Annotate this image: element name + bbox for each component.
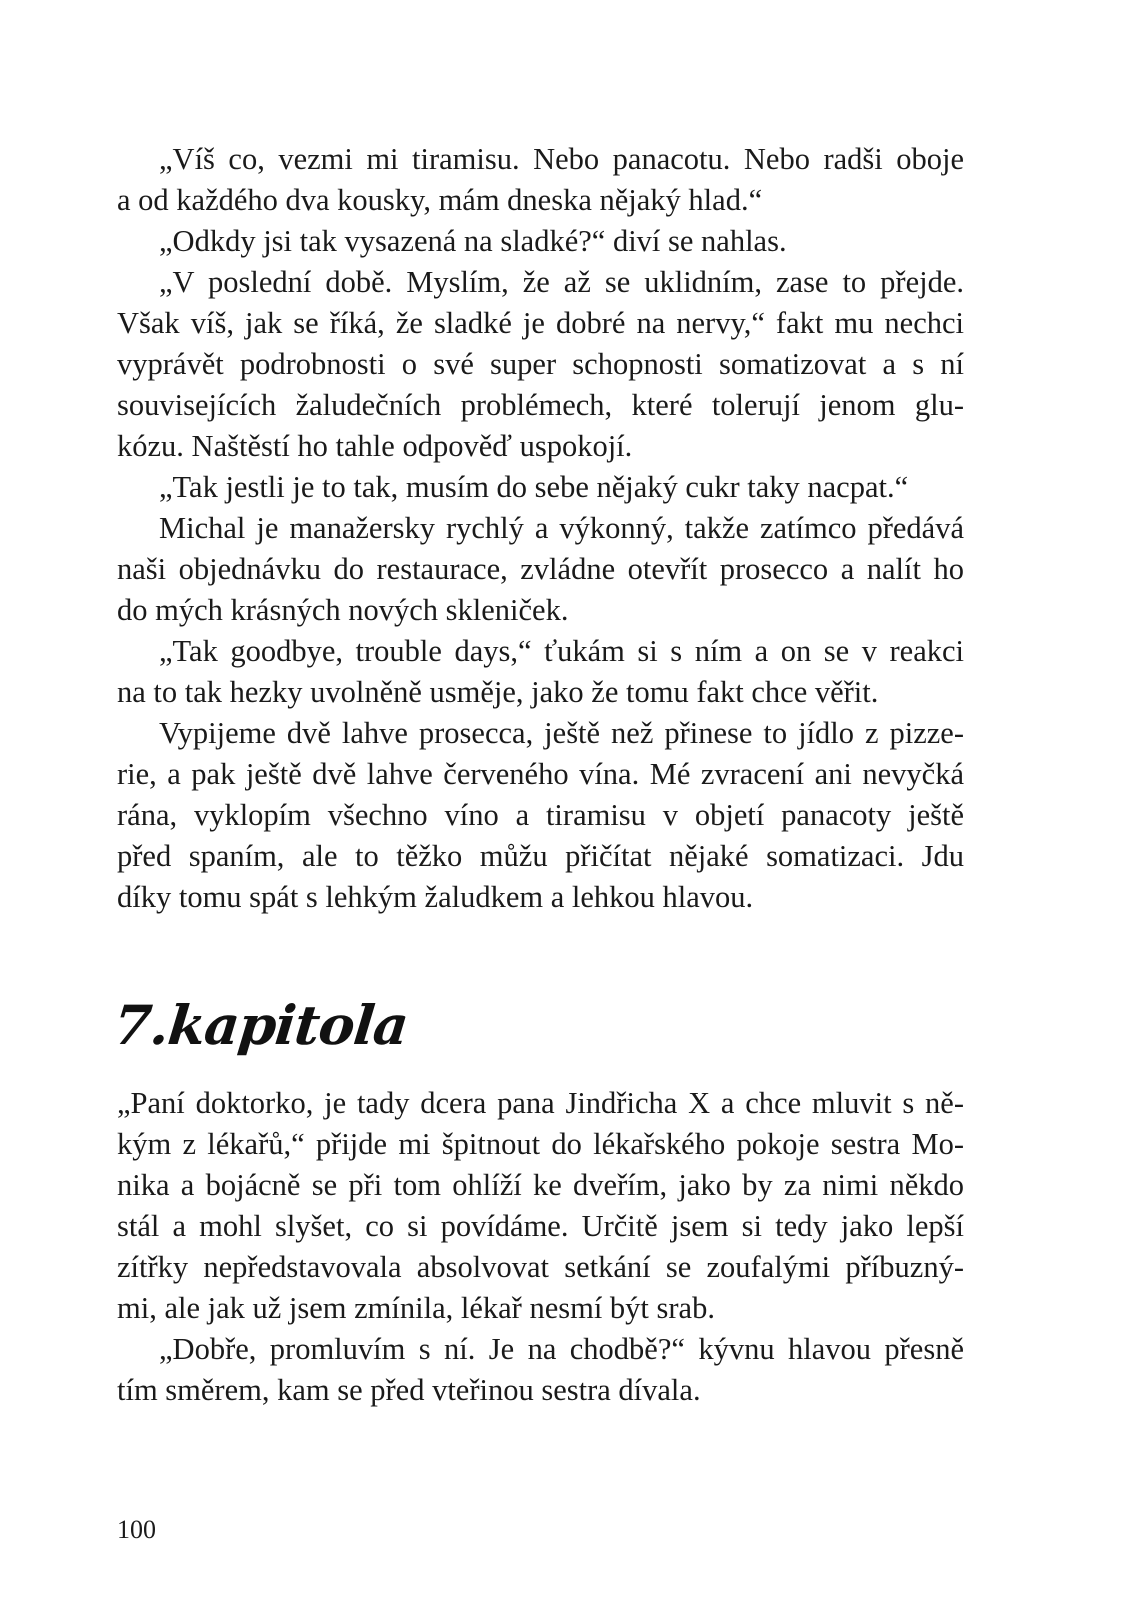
page-number: 100 <box>117 1515 156 1544</box>
text-line: Vypijeme dvě lahve prosecca, ještě než přinese to jídlo z pizze- <box>159 716 964 750</box>
text-line: „Paní doktorko, je tady dcera pana Jindřicha X a chce mluvit s ně- <box>117 1086 964 1120</box>
text-line: a od každého dva kousky, mám dneska nějaký hlad.“ <box>117 183 763 217</box>
text-line: „Dobře, promluvím s ní. Je na chodbě?“ kývnu hlavou přesně <box>159 1332 964 1366</box>
text-line: Však víš, jak se říká, že sladké je dobré na nervy,“ fakt mu nechci <box>117 306 964 340</box>
text-line: kózu. Naštěstí ho tahle odpověď uspokojí. <box>117 429 633 463</box>
chapter-heading: 7.kapitola <box>110 993 411 1057</box>
text-line: souvisejících žaludečních problémech, které tolerují jenom glu- <box>117 388 964 422</box>
text-line: do mých krásných nových skleniček. <box>117 593 569 627</box>
text-line: mi, ale jak už jsem zmínila, lékař nesmí být srab. <box>117 1291 715 1325</box>
text-line: na to tak hezky uvolněně usměje, jako že tomu fakt chce věřit. <box>117 675 879 709</box>
text-line: „Víš co, vezmi mi tiramisu. Nebo panacotu. Nebo radši oboje <box>159 142 964 176</box>
text-line: zítřky nepředstavovala absolvovat setkání se zoufalými příbuzný- <box>117 1250 964 1284</box>
text-line: „V poslední době. Myslím, že až se uklidním, zase to přejde. <box>159 265 964 299</box>
text-line: kým z lékařů,“ přijde mi špitnout do lékařského pokoje sestra Mo- <box>117 1127 964 1161</box>
text-line: „Tak goodbye, trouble days,“ ťukám si s ním a on se v reakci <box>159 634 964 668</box>
text-line: „Odkdy jsi tak vysazená na sladké?“ diví se nahlas. <box>159 224 787 258</box>
text-line: stál a mohl slyšet, co si povídáme. Určitě jsem si tedy jako lepší <box>117 1209 964 1243</box>
text-line: tím směrem, kam se před vteřinou sestra dívala. <box>117 1373 701 1407</box>
text-line: díky tomu spát s lehkým žaludkem a lehkou hlavou. <box>117 880 754 914</box>
text-line: rie, a pak ještě dvě lahve červeného vína. Mé zvracení ani nevyčká <box>117 757 964 791</box>
text-line: rána, vyklopím všechno víno a tiramisu v objetí panacoty ještě <box>117 798 964 832</box>
text-line: nika a bojácně se při tom ohlíží ke dveřím, jako by za nimi někdo <box>117 1168 964 1202</box>
text-line: před spaním, ale to těžko můžu přičítat nějaké somatizaci. Jdu <box>117 839 964 873</box>
text-line: Michal je manažersky rychlý a výkonný, takže zatímco předává <box>159 511 964 545</box>
text-line: vyprávět podrobnosti o své super schopnosti somatizovat a s ní <box>117 347 964 381</box>
text-line: „Tak jestli je to tak, musím do sebe nějaký cukr taky nacpat.“ <box>159 470 909 504</box>
text-line: naši objednávku do restaurace, zvládne otevřít prosecco a nalít ho <box>117 552 964 586</box>
